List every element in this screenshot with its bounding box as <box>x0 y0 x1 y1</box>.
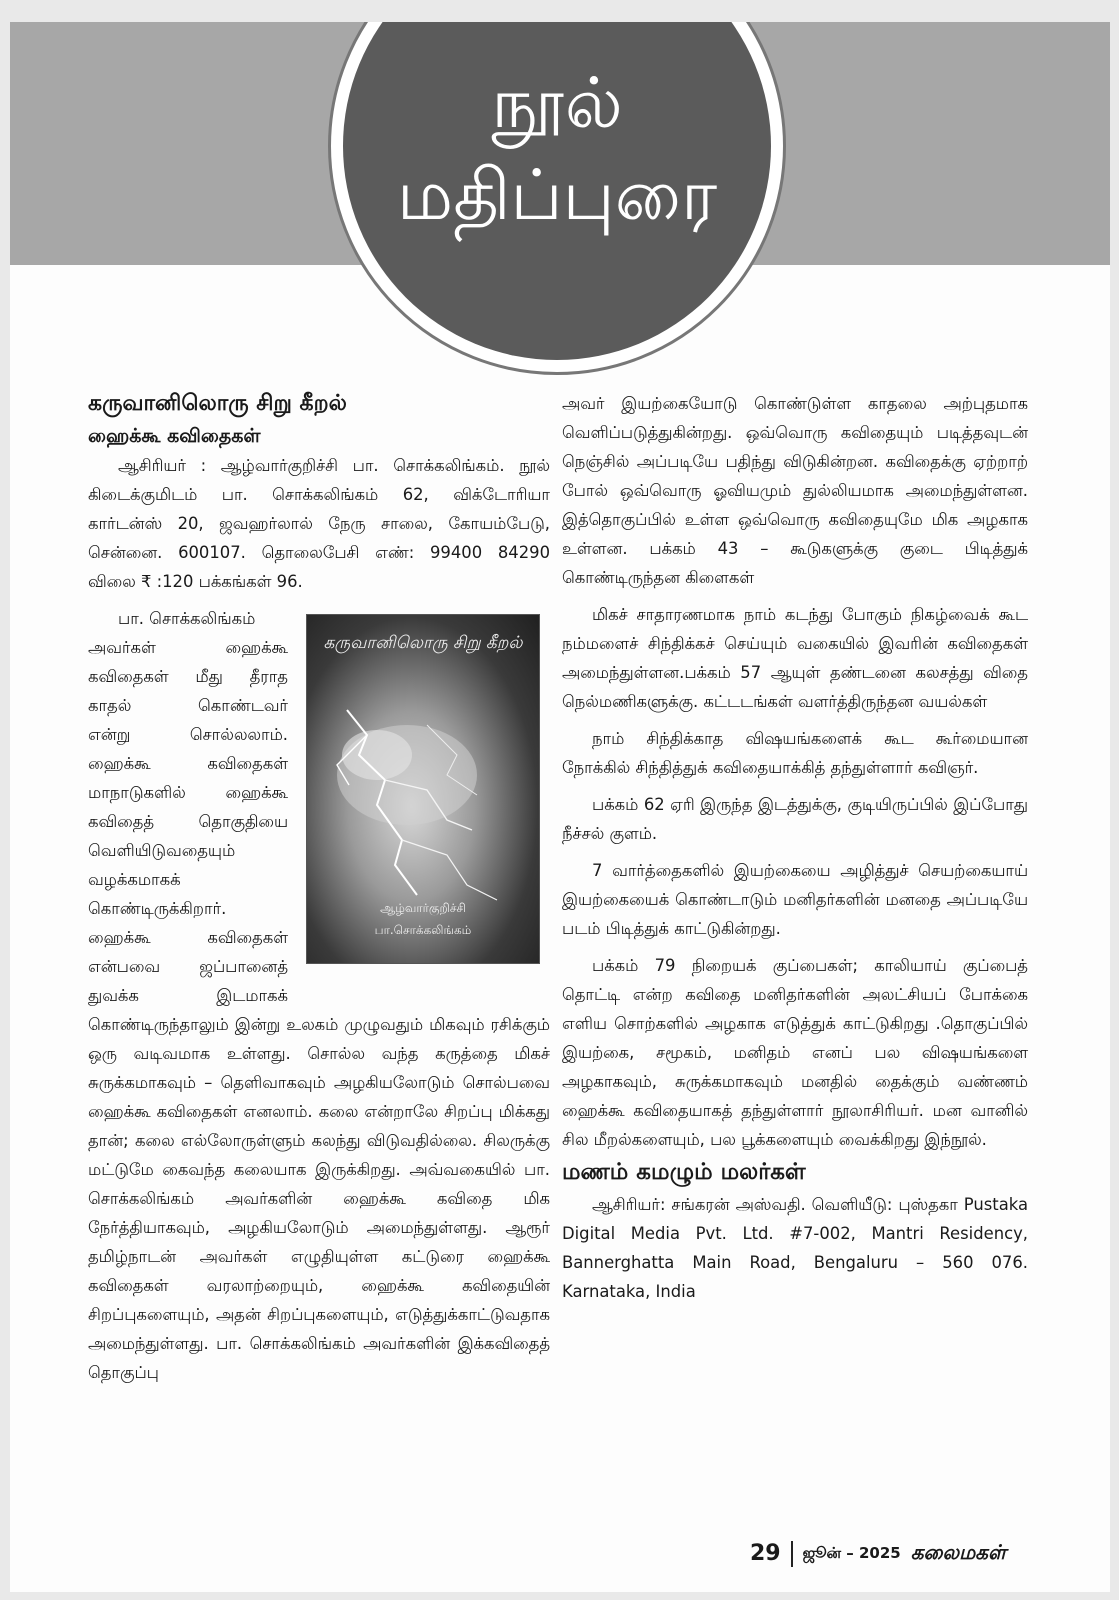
review-paragraph: மிகச் சாதாரணமாக நாம் கடந்து போகும் நிகழ்வைக் கூட நம்மளைச் சிந்திக்கச் செய்யும் வகையில் இவரின் கவிதைகள் அமைந்துள்ளன.பக்கம் 57 ஆயுள் தண்டனை கலசத்து விதை நெல்மணிகளுக்கு. கட்டடங்கள் வளர்த்திருந்தன வயல்கள் <box>562 605 1028 711</box>
wrap-line: கவிதைத் தொகுதியை <box>88 812 288 831</box>
wrap-line: பா. சொக்கலிங்கம் <box>118 609 256 628</box>
cover-author-name: பா.சொக்கலிங்கம் <box>374 923 472 937</box>
wrap-line: வெளியிடுவதையும் <box>88 841 236 860</box>
left-column <box>88 387 550 1387</box>
cover-wrap-row <box>88 604 550 1010</box>
wrap-line: மாநாடுகளில் ஹைக்கூ <box>88 783 288 802</box>
book-title: கருவானிலொரு சிறு கீறல் <box>88 391 347 416</box>
book-info: ஆசிரியர் : ஆழ்வார்குறிச்சி பா. சொக்கலிங்கம். நூல் கிடைக்குமிடம் பா. சொக்கலிங்கம் 62, விக்டோரியா கார்டன்ஸ் 20, ஜவஹர்லால் நேரு சாலை, கோயம்பேடு, சென்னை. 600107. தொலைபேசி எண்: 99400 84290 விலை ₹ :120 பக்கங்கள் 96. <box>88 456 550 591</box>
wrap-line: கொண்டிருக்கிறார். <box>88 899 227 918</box>
page-number: 29 <box>750 1541 781 1566</box>
footer-divider <box>791 1541 793 1567</box>
wrap-line: வழக்கமாகக் <box>88 870 181 889</box>
review-paragraph: அவர் இயற்கையோடு கொண்டுள்ள காதலை அற்புதமாக வெளிப்படுத்துகின்றது. ஒவ்வொரு கவிதையும் படித்தவுடன் நெஞ்சில் அப்படியே பதிந்து விடுகின்றன. கவிதைக்கு ஏற்றாற் போல் ஒவ்வொரு ஓவியமும் துல்லியமாக அமைந்துள்ளன. இத்தொகுப்பில் உள்ள ஒவ்வொரு கவிதையுமே மிக அழகாக உள்ளன. பக்கம் 43 – கூடுகளுக்கு குடை பிடித்துக் கொண்டிருந்தன கிளைகள் <box>562 394 1028 587</box>
wrap-line: அவர்கள் ஹைக்கூ <box>88 638 288 657</box>
cover-title: கருவானிலொரு சிறு கீறல் <box>323 633 523 653</box>
section-title-line2: மதிப்புரை <box>396 154 718 236</box>
review-paragraph: பக்கம் 62 ஏரி இருந்த இடத்துக்கு, குடியிருப்பில் இப்போது நீச்சல் குளம். <box>562 795 1028 843</box>
review-paragraph: பக்கம் 79 நிறையக் குப்பைகள்; காலியாய் குப்பைத் தொட்டி என்ற கவிதை மனிதர்களின் அலட்சியப் போக்கை எளிய சொற்களில் அழகாக எடுத்துக் காட்டுகிறது .தொகுப்பில் இயற்கை, சமூகம், மனிதம் எனப் பல விஷயங்களை அழகாகவும், சுருக்கமாகவும் மனதில் தைக்கும் வண்ணம் ஹைக்கூ கவிதையாகத் தந்துள்ளார் நூலாசிரியர். மன வானில் சில மீறல்களையும், பல பூக்களையும் வைக்கிறது இந்நூல். <box>562 956 1028 1149</box>
wrap-line: என்பவை ஜப்பானைத் <box>88 957 288 976</box>
section-title-line1: நூல் <box>491 62 623 144</box>
wrap-line: ஹைக்கூ கவிதைகள் <box>88 928 288 947</box>
wrapped-text <box>88 604 288 1010</box>
wrap-line: ஹைக்கூ கவிதைகள் <box>88 754 288 773</box>
wrap-line: துவக்க இடமாகக் <box>88 986 288 1005</box>
book-subtitle: ஹைக்கூ கவிதைகள் <box>88 425 261 447</box>
wrap-line: கவிதைகள் மீது தீராத <box>88 667 288 686</box>
wrap-line: காதல் கொண்டவர் <box>88 696 288 715</box>
second-book-info: ஆசிரியர்: சங்கரன் அஸ்வதி. வெளியீடு: புஸ்தகா Pustaka Digital Media Pvt. Ltd. #7-002, Mantri Residency, Bannerghatta Main Road, Bengaluru – 560 076. Karnataka, India <box>562 1195 1028 1301</box>
page-footer <box>750 1540 1070 1567</box>
cover-author-place: ஆழ்வார்குறிச்சி <box>380 901 466 915</box>
review-paragraph: கொண்டிருந்தாலும் இன்று உலகம் முழுவதும் மிகவும் ரசிக்கும் ஒரு வடிவமாக உள்ளது. சொல்ல வந்த கருத்தை மிகச் சுருக்கமாகவும் – தெளிவாகவும் அழகியலோடும் சொல்பவை ஹைக்கூ கவிதைகள் எனலாம். கலை என்றாலே சிறப்பு மிக்கது தான்; கலை எல்லோருள்ளும் கலந்து விடுவதில்லை. சிலருக்கு மட்டுமே கைவந்த கலையாக இருக்கிறது. அவ்வகையில் பா. சொக்கலிங்கம் அவர்களின் ஹைக்கூ கவிதை மிக நேர்த்தியாகவும், அழகியலோடும் அமைந்துள்ளது. ஆரூர் தமிழ்நாடன் அவர்கள் எழுதியுள்ள கட்டுரை ஹைக்கூ கவிதைகள் வரலாற்றையும், ஹைக்கூ கவிதையின் சிறப்புகளையும், அதன் சிறப்புகளையும், எடுத்துக்காட்டுவதாக அமைந்துள்ளது. பா. சொக்கலிங்கம் அவர்களின் இக்கவிதைத் தொகுப்பு <box>88 1015 550 1382</box>
second-book-title: மணம் கமழும் மலர்கள் <box>562 1159 806 1185</box>
book-cover-image <box>306 614 540 964</box>
wrap-line: என்று சொல்லலாம். <box>88 725 288 744</box>
review-paragraph: 7 வார்த்தைகளில் இயற்கையை அழித்துச் செயற்கையாய் இயற்கையைக் கொண்டாடும் மனிதர்களின் மனதை அப்படியே படம் பிடித்துக் காட்டுகின்றது. <box>562 861 1028 938</box>
review-paragraph: நாம் சிந்திக்காத விஷயங்களைக் கூட கூர்மையான நோக்கில் சிந்தித்துக் கவிதையாக்கித் தந்துள்ளார் கவிஞர். <box>562 729 1028 777</box>
issue-date: ஜூன் – 2025 <box>802 1543 901 1562</box>
magazine-name: கலைமகள் <box>910 1540 1007 1564</box>
magazine-page <box>10 22 1110 1592</box>
right-column <box>562 389 1028 1306</box>
